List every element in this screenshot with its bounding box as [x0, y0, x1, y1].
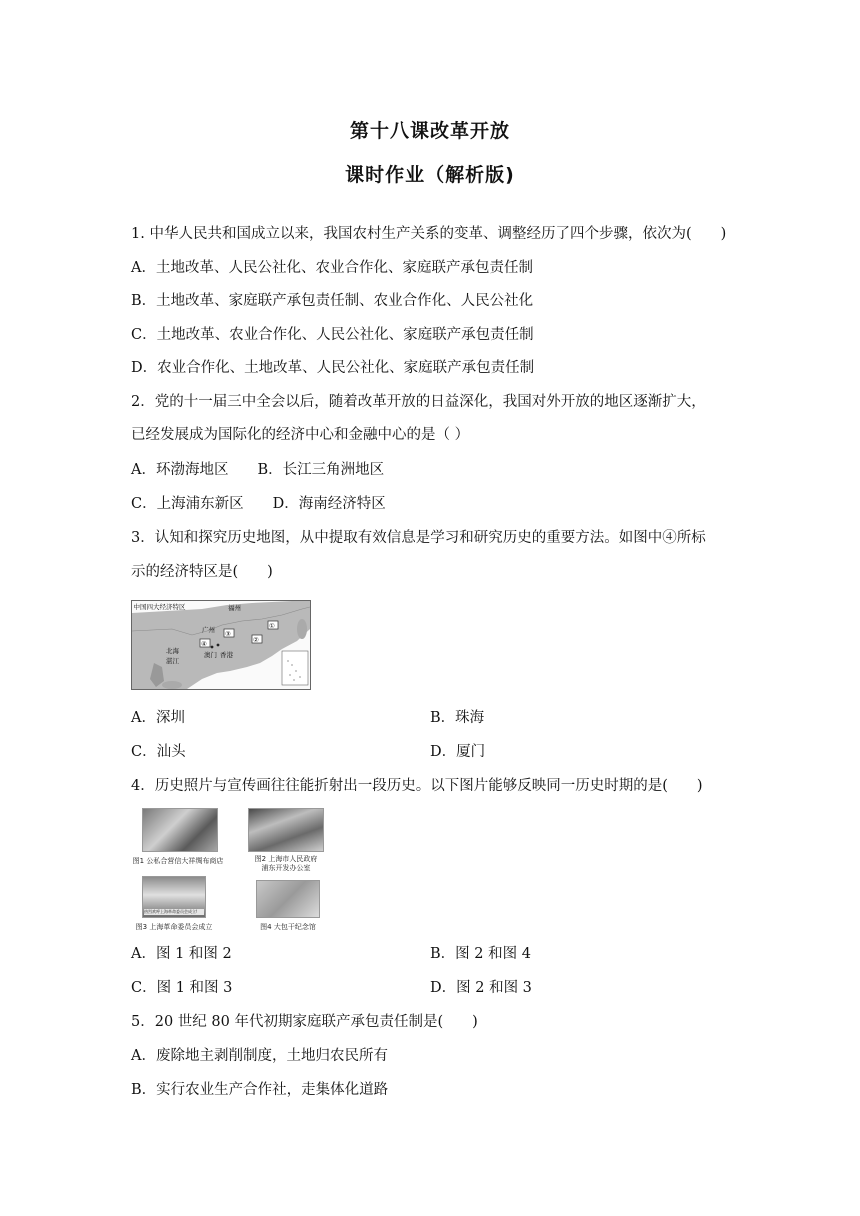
q2-options-row1: A．环渤海地区 B．长江三角洲地区 [131, 462, 385, 478]
q1-option-a: A．土地改革、人民公社化、农业合作化、家庭联产承包责任制 [131, 260, 533, 276]
q2-options-row2: C．上海浦东新区 D．海南经济特区 [131, 496, 386, 512]
q5-stem: 5．20 世纪 80 年代初期家庭联产承包责任制是( ) [131, 1014, 478, 1030]
figure-3-photo [142, 876, 206, 918]
q3-option-a: A．深圳 [131, 710, 185, 726]
label-marker-1: ① [269, 622, 275, 630]
label-zhanjiang: 湛江 [166, 657, 179, 665]
figure-4-caption: 图4 大包干纪念馆 [260, 923, 316, 931]
q1-option-c: C．土地改革、农业合作化、人民公社化、家庭联产承包责任制 [131, 327, 534, 343]
q5-option-a: A．废除地主剥削制度，土地归农民所有 [131, 1048, 388, 1064]
label-beihai: 北海 [166, 647, 179, 655]
figure-2-photo [248, 808, 324, 852]
q3-option-c: C．汕头 [131, 744, 186, 760]
q1-option-d: D．农业合作化、土地改革、人民公社化、家庭联产承包责任制 [131, 360, 535, 376]
label-marker-4: ④ [201, 640, 207, 648]
figure-3-banner: 热烈欢呼上海革命委员会成立! [144, 909, 204, 915]
macau-dot [211, 646, 214, 649]
q3-option-d: D．厦门 [430, 744, 486, 760]
label-marker-3: ③ [225, 630, 231, 638]
label-fuzhou: 福州 [228, 604, 241, 612]
q1-option-b: B．土地改革、家庭联产承包责任制、农业合作化、人民公社化 [131, 293, 534, 309]
figure-1-caption: 图1 公私合营信大祥绸布商店 [132, 857, 224, 865]
q1-stem: 1. 中华人民共和国成立以来，我国农村生产关系的变革、调整经历了四个步骤，依次为( ) [131, 226, 727, 242]
label-macau: 澳门 [204, 651, 217, 659]
q5-option-b: B．实行农业生产合作社，走集体化道路 [131, 1082, 389, 1098]
page-title: 第十八课改革开放 [349, 120, 510, 142]
q3-option-b: B．珠海 [430, 710, 485, 726]
q2-stem-line1: 2．党的十一届三中全会以后，随着改革开放的日益深化，我国对外开放的地区逐渐扩大， [131, 394, 706, 410]
label-marker-2: ② [253, 636, 259, 644]
sez-map [131, 600, 311, 690]
hk-dot [217, 644, 220, 647]
page-subtitle: 课时作业（解析版) [345, 164, 515, 186]
label-guangzhou: 广州 [202, 626, 215, 634]
q4-option-c: C．图 1 和图 3 [131, 980, 233, 996]
figure-4-photo [256, 880, 320, 918]
south-sea-inset [282, 651, 308, 685]
sez-map-drawing [132, 601, 310, 689]
figure-1-photo [142, 808, 218, 852]
q4-stem: 4．历史照片与宣传画往往能折射出一段历史。以下图片能够反映同一历史时期的是( ) [131, 778, 703, 794]
q4-option-d: D．图 2 和图 3 [430, 980, 532, 996]
map-title: 中国四大经济特区 [133, 603, 186, 611]
figure-3-caption: 图3 上海革命委员会成立 [135, 923, 213, 931]
q4-option-a: A．图 1 和图 2 [131, 946, 232, 962]
figure-2-caption: 图2 上海市人民政府 浦东开发办公室 [254, 855, 318, 872]
q2-stem-line2: 已经发展成为国际化的经济中心和金融中心的是（ ） [131, 427, 470, 443]
q4-option-b: B．图 2 和图 4 [430, 946, 531, 962]
q3-stem-line1: 3．认知和探究历史地图，从中提取有效信息是学习和研究历史的重要方法。如图中④所标 [131, 530, 706, 546]
q3-stem-line2: 示的经济特区是( ) [131, 564, 273, 580]
taiwan-island [297, 619, 307, 639]
label-hongkong: 香港 [220, 651, 233, 659]
hainan-island [162, 681, 182, 689]
